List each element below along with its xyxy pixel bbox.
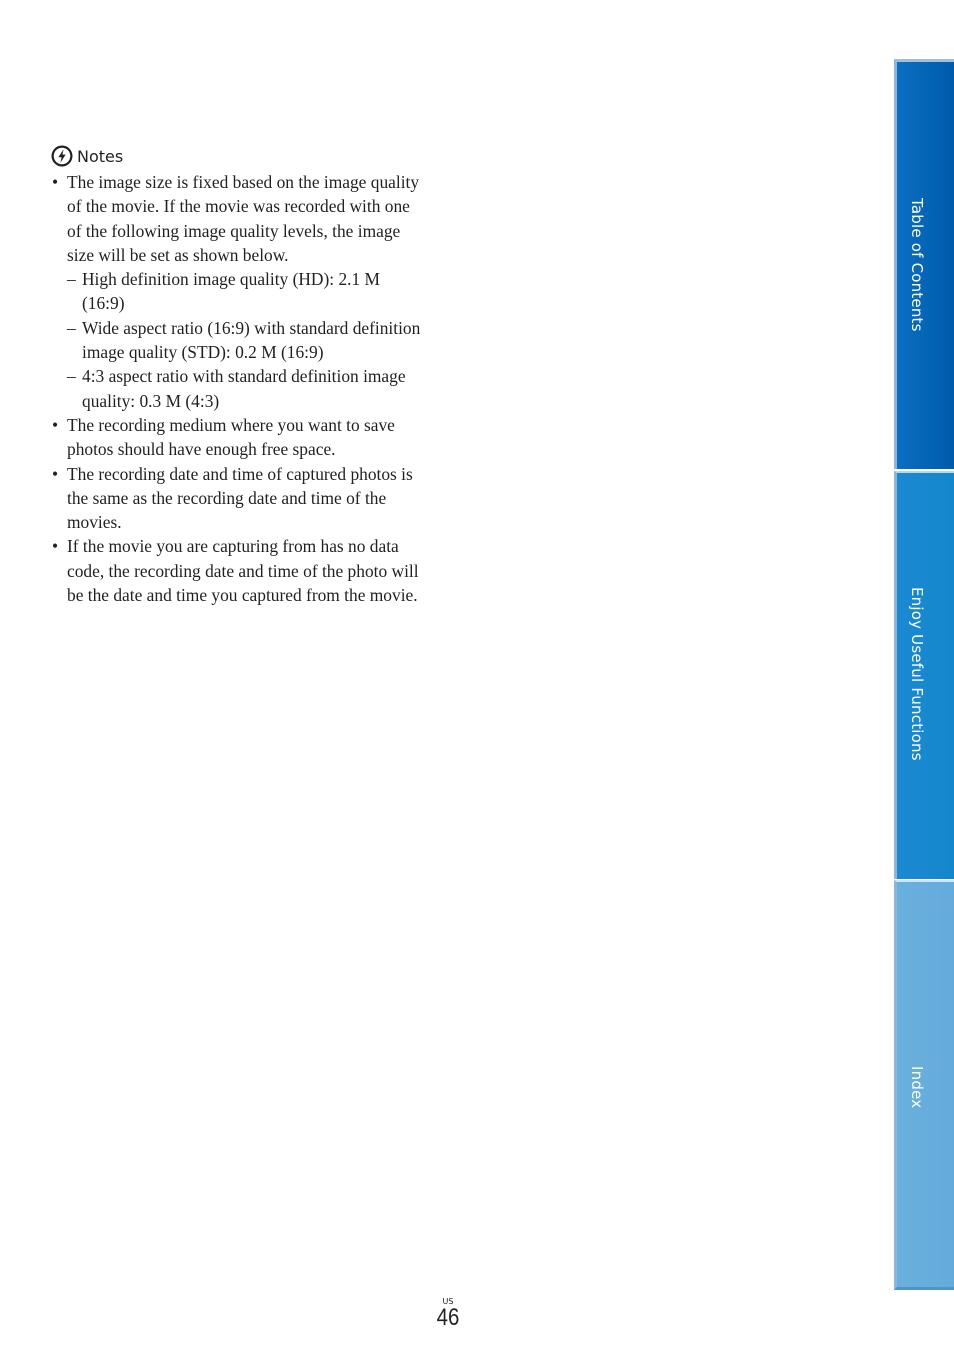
tab-table-of-contents[interactable] — [894, 59, 954, 469]
page-number — [433, 1297, 463, 1330]
sub-list-item — [67, 267, 423, 316]
bullet-icon: • — [52, 536, 59, 557]
dash-icon: – — [67, 317, 76, 338]
sub-list-item-text: Wide aspect ratio (16:9) with standard definition image quality (STD): 0.2 M (16:9) — [82, 317, 421, 363]
sub-list-item — [67, 316, 423, 365]
tab-label: Index — [908, 1066, 926, 1109]
tab-enjoy-useful-functions[interactable] — [894, 471, 954, 879]
notes-list — [51, 170, 423, 607]
bullet-icon: • — [52, 172, 59, 192]
list-item — [51, 462, 423, 535]
dash-icon: – — [67, 366, 76, 387]
list-item — [51, 170, 423, 413]
list-item-text: The recording medium where you want to save photos should have enough free space. — [67, 414, 395, 460]
dash-icon: – — [67, 269, 76, 290]
page-region: US — [442, 1297, 454, 1306]
sub-list-item-text: 4:3 aspect ratio with standard definition image quality: 0.3 M (4:3) — [82, 366, 406, 411]
notes-section — [51, 144, 423, 607]
tab-label: Table of Contents — [908, 198, 926, 332]
notes-header — [51, 144, 423, 168]
tab-index[interactable] — [894, 880, 954, 1290]
bullet-icon: • — [52, 463, 59, 484]
caution-icon — [51, 145, 73, 167]
list-item-text: If the movie you are capturing from has no data code, the recording date and time of the photo will be the date and time you captured from the movie. — [67, 536, 419, 606]
sub-list — [67, 267, 423, 413]
list-item — [51, 413, 423, 462]
notes-title: Notes — [77, 146, 124, 166]
tab-label: Enjoy Useful Functions — [908, 587, 926, 761]
sub-list-item — [67, 364, 423, 413]
page-number-value: 46 — [436, 1304, 460, 1331]
list-item — [51, 534, 423, 607]
list-item-text: The image size is fixed based on the image quality of the movie. If the movie was recorded with one of the following image quality levels, the image size will be set as shown below. — [67, 172, 420, 265]
list-item-text: The recording date and time of captured photos is the same as the recording date and time of the movies. — [67, 463, 413, 533]
sub-list-item-text: High definition image quality (HD): 2.1 M (16:9) — [82, 269, 381, 314]
bullet-icon: • — [52, 414, 59, 435]
side-tabs — [894, 59, 954, 1290]
